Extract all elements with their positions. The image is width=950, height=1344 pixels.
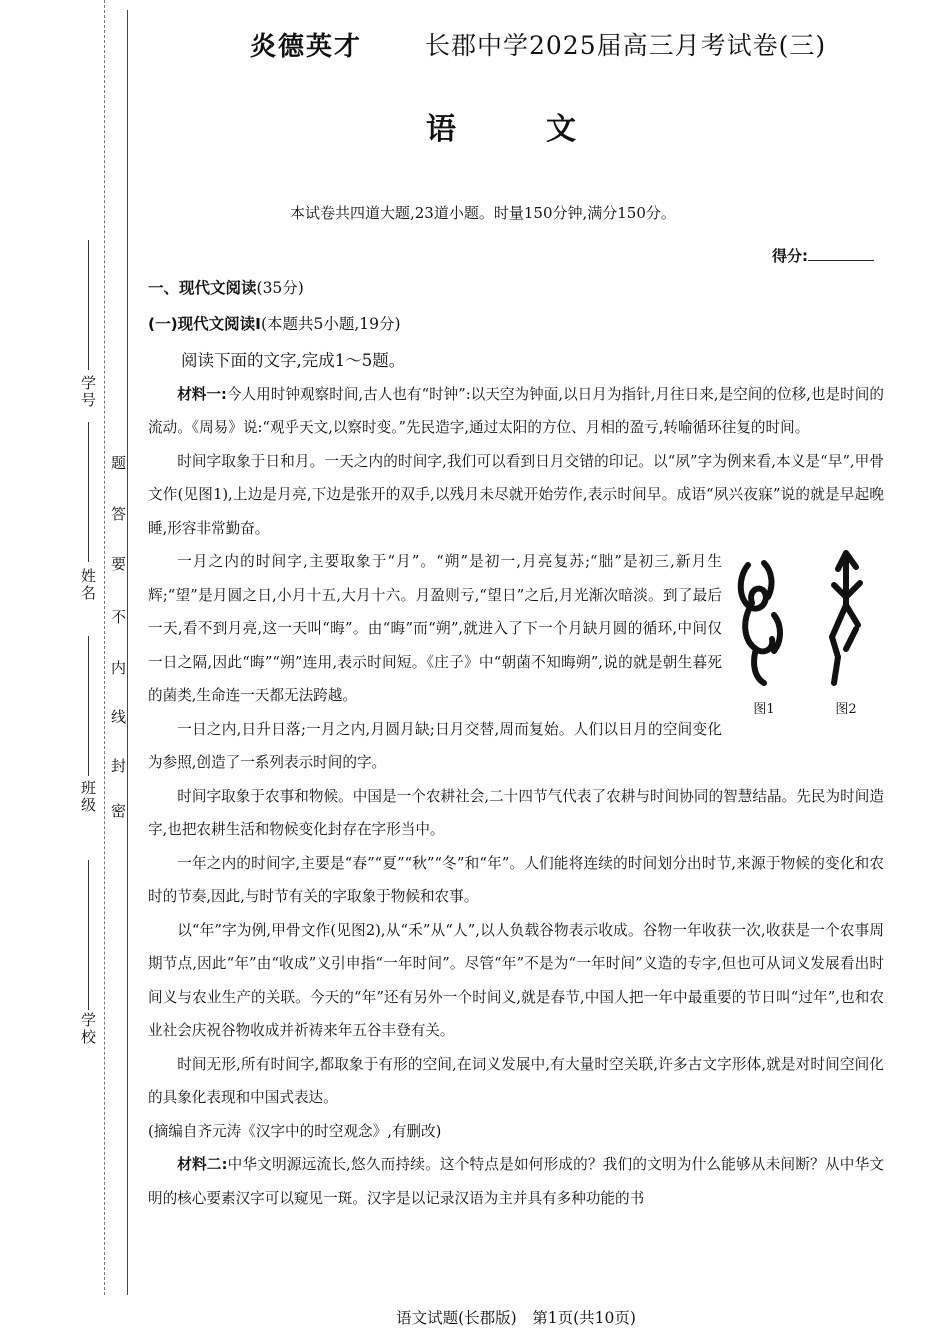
name-label: 姓名 [79, 568, 97, 602]
binding-solid-line [127, 10, 128, 1295]
seal-char-1: 密 [111, 802, 127, 820]
class-blank[interactable] [88, 636, 89, 776]
score-blank[interactable] [808, 248, 874, 261]
figure-1-caption: 图1 [753, 702, 775, 717]
material1-p4: 一日之内,日升日落;一月之内,月圆月缺;日月交替,周而复始。人们以日月的空间变化为参照,创造了一系列表示时间的字。 [148, 720, 722, 771]
oracle-bone-nian-image [816, 545, 876, 695]
section-heading-1 [148, 276, 304, 298]
figure-1 [734, 545, 794, 735]
material1-p5: 时间字取象于农事和物候。中国是一个农耕社会,二十四节气代表了农耕与时间协同的智慧结晶。先民为时间造字,也把农耕生活和物候变化封存在字形当中。 [148, 787, 884, 838]
section-1-1-detail: (本题共5小题,19分) [260, 315, 401, 333]
score-field [772, 245, 874, 266]
material1-label: 材料一: [177, 385, 227, 403]
seal-char-4: 内 [111, 659, 127, 677]
material1-p1 [148, 378, 884, 445]
oracle-bone-su-image [734, 545, 794, 695]
school-blank[interactable] [88, 860, 89, 1010]
material1-p8: 时间无形,所有时间字,都取象于有形的空间,在词义发展中,有大量时空关联,许多古文字形体,就是对时间空间化的具象化表现和中国式表达。 [148, 1055, 884, 1106]
material1-p2: 时间字取象于日和月。一天之内的时间字,我们可以看到日月交错的印记。以“夙”字为例来看,本义是“早”,甲骨文作(见图1),上边是月亮,下边是张开的双手,以残月未尽就开始劳作,表示时间早。成语“夙兴夜寐”说的就是早起晚睡,形容非常勤奋。 [148, 452, 884, 537]
class-label: 班级 [79, 780, 97, 814]
figure-2 [816, 545, 876, 735]
score-label: 得分: [772, 247, 808, 265]
subject-title: 语 文 [426, 112, 606, 147]
seal-char-7: 答 [111, 505, 127, 523]
school-label: 学校 [79, 1012, 97, 1046]
exam-intro: 本试卷共四道大题,23道小题。时量150分钟,满分150分。 [290, 204, 676, 222]
exam-header [250, 22, 890, 62]
exam-title: 长郡中学2025届高三月考试卷(三) [425, 31, 827, 60]
seal-char-8: 题 [111, 454, 127, 472]
material1-p1-text: 今人用时钟观察时间,古人也有“时钟”:以天空为钟面,以日月为指针,月往日来,是空间的位移,也是时间的流动。《周易》说:“观乎天文,以察时变。”先民造字,通过太阳的方位、月相的盈亏,转喻循环往复的时间。 [148, 385, 884, 436]
material1-p7: 以“年”字为例,甲骨文作(见图2),从“禾”从“人”,以人负载谷物表示收成。谷物一年收获一次,收获是一个农事周期节点,因此“年”由“收成”义引申指“一年时间”。尽管“年”不是为“一年时间”义造的专字,但也可从词义发展看出时间义与农业生产的关联。今天的“年”还有另外一个时间义,就是春节,中国人把一年中最重要的节日叫“过年”,也和农业社会庆祝谷物收成并祈祷来年五谷丰登有关。 [148, 921, 884, 1039]
student-id-blank[interactable] [88, 240, 89, 370]
section-heading-1-1 [148, 312, 401, 334]
student-id-label: 学号 [79, 375, 97, 409]
binding-dashed-line [104, 0, 105, 1295]
seal-char-2: 封 [111, 757, 127, 775]
figure-2-caption: 图2 [835, 702, 857, 717]
figure-group [734, 545, 884, 735]
page-footer: 语文试题(长郡版) 第1页(共10页) [396, 1309, 636, 1327]
reading-passage [148, 344, 884, 1215]
instruction: 阅读下面的文字,完成1～5题。 [181, 351, 406, 370]
material1-p3: 一月之内的时间字,主要取象于“月”。“朔”是初一,月亮复苏;“朏”是初三,新月生辉;“望”是月圆之日,小月十五,大月十六。月盈则亏,“望日”之后,月光渐次暗淡。到了最后一天,看不到月亮,这一天叫“晦”。由“晦”而“朔”,就进入了下一个月缺月圆的循环,中间仅一日之隔,因此“晦”“朔”连用,表示时间短。《庄子》中“朝菌不知晦朔”,说的就是朝生暮死的菌类,生命连一天都无法跨越。 [148, 553, 722, 704]
seal-char-5: 不 [111, 608, 127, 626]
section-1-title: 一、现代文阅读 [148, 279, 257, 297]
name-blank[interactable] [88, 422, 89, 562]
material1-p6: 一年之内的时间字,主要是“春”“夏”“秋”“冬”和“年”。人们能将连续的时间划分出时节,来源于物候的变化和农时的节奏,因此,与时节有关的字取象于物候和农事。 [148, 854, 884, 905]
material2-p1 [148, 1148, 884, 1215]
seal-char-6: 要 [111, 555, 127, 573]
section-1-points: (35分) [256, 279, 304, 297]
brand-logo-text: 炎德英才 [250, 32, 363, 62]
section-1-1-title: (一)现代文阅读Ⅰ [148, 315, 261, 333]
material1-source: (摘编自齐元涛《汉字中的时空观念》,有删改) [148, 1122, 442, 1140]
material2-label: 材料二: [177, 1156, 228, 1173]
seal-char-3: 线 [111, 708, 127, 726]
material2-p1-text: 中华文明源远流长,悠久而持续。这个特点是如何形成的？我们的文明为什么能够从未间断？从中华文明的核心要素汉字可以窥见一斑。汉字是以记录汉语为主并具有多种功能的书 [148, 1156, 884, 1207]
